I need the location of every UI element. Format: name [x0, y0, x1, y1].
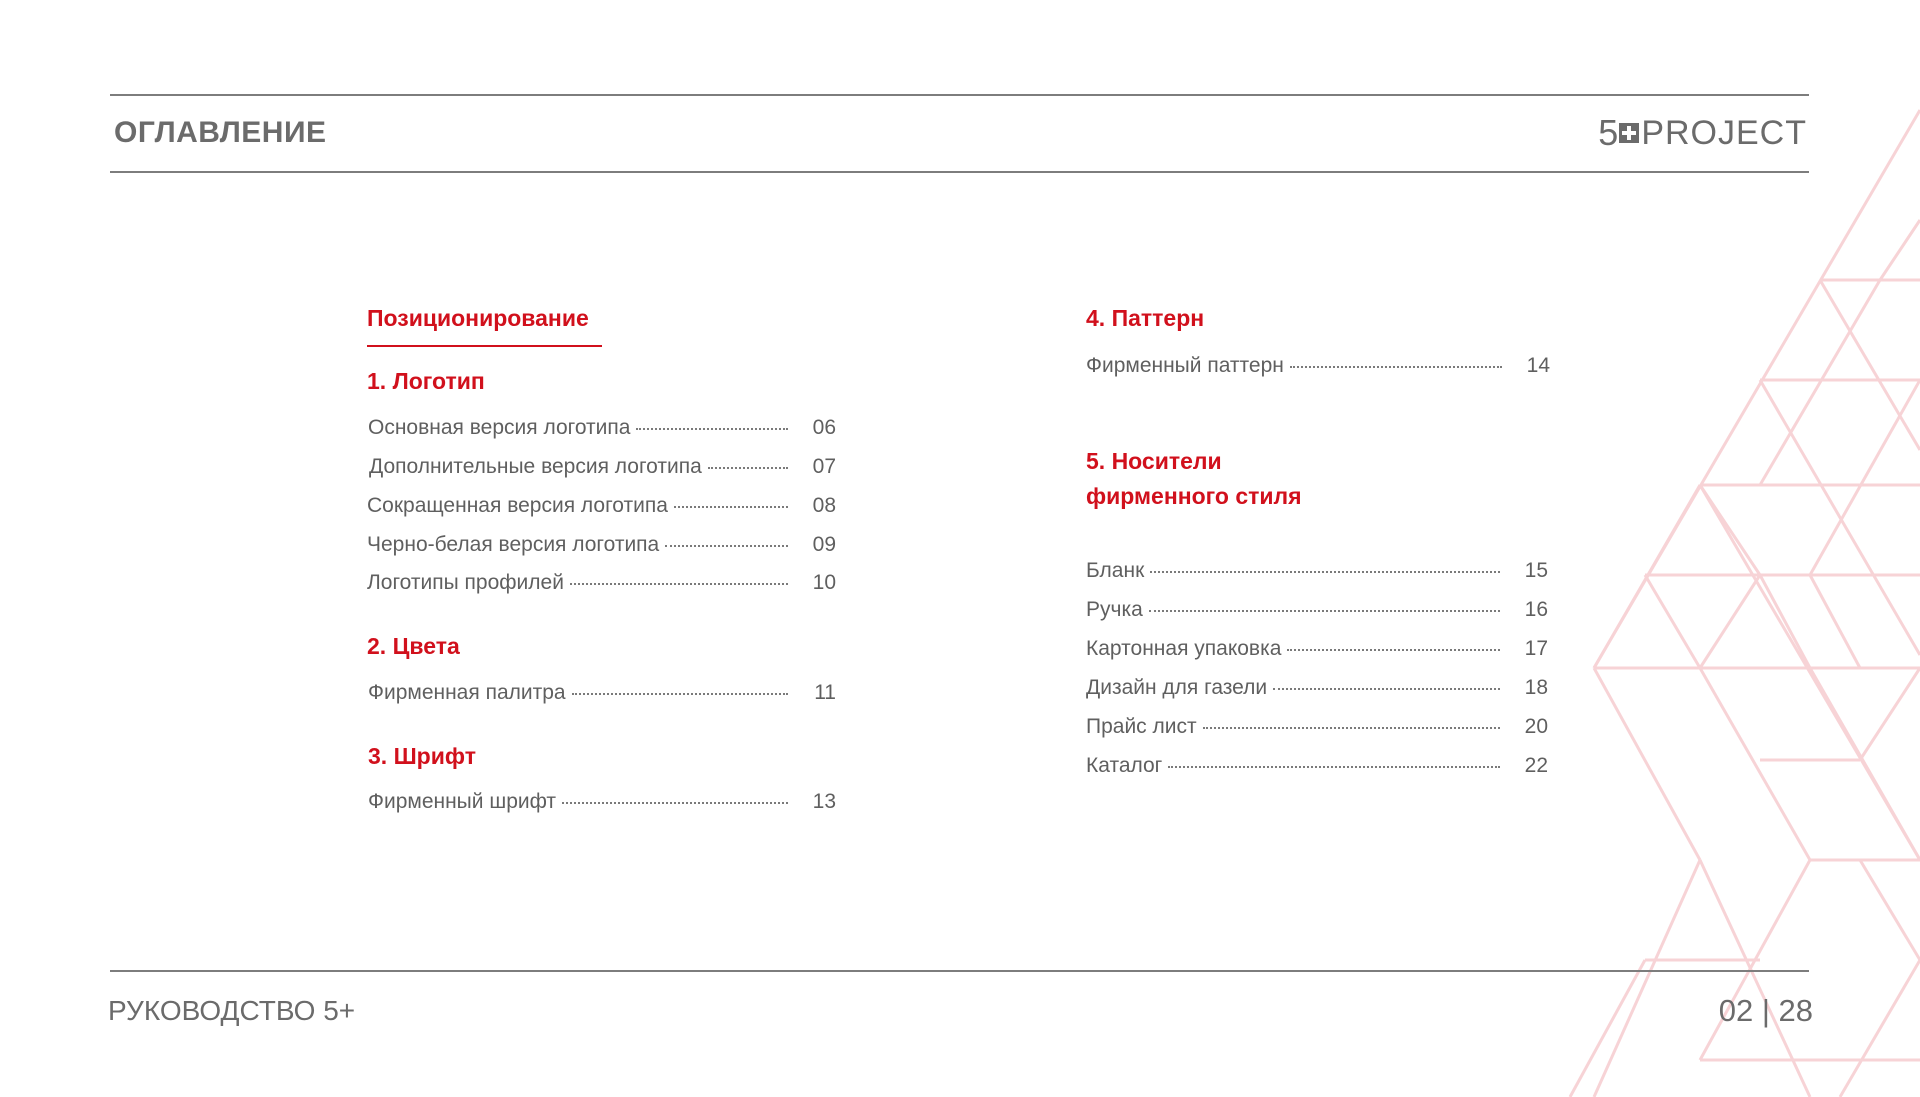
toc-item-label: Фирменный шрифт [368, 790, 557, 813]
toc-item-label: Логотипы профилей [367, 571, 564, 594]
page-title: ОГЛАВЛЕНИЕ [114, 116, 327, 149]
footer-rule [110, 970, 1809, 972]
dot-leader [1273, 688, 1500, 690]
toc-item-label: Фирменная палитра [368, 681, 566, 704]
toc-item-label: Дополнительные версия логотипа [369, 455, 702, 478]
toc-item-logo-main[interactable] [368, 416, 836, 440]
toc-item-pattern[interactable] [1086, 354, 1550, 378]
toc-item-letterhead[interactable] [1086, 559, 1548, 583]
toc-page-number: 06 [812, 416, 836, 439]
toc-item-logo-short[interactable] [367, 494, 836, 518]
toc-page-number: 08 [812, 494, 836, 517]
dot-leader [570, 583, 788, 585]
toc-page-number: 22 [1524, 754, 1548, 777]
dot-leader [562, 802, 788, 804]
dot-leader [1168, 766, 1500, 768]
toc-page-number: 18 [1524, 676, 1548, 699]
plus-icon [1619, 123, 1639, 143]
brand-logo [1598, 113, 1807, 153]
toc-item-logo-profiles[interactable] [367, 571, 836, 595]
toc-item-label: Черно-белая версия логотипа [367, 533, 660, 556]
toc-item-packaging[interactable] [1086, 637, 1548, 661]
section-media-title[interactable] [1086, 444, 1302, 514]
dot-leader [1203, 727, 1500, 729]
toc-item-label: Фирменный паттерн [1086, 354, 1284, 377]
header-bottom-rule [110, 171, 1809, 173]
dot-leader [1149, 610, 1500, 612]
toc-item-logo-additional[interactable] [369, 455, 836, 479]
toc-item-label: Бланк [1086, 559, 1145, 582]
dot-leader [636, 428, 788, 430]
section-pattern-title[interactable]: 4. Паттерн [1086, 305, 1205, 331]
dot-leader [708, 467, 788, 469]
dot-leader [1150, 571, 1500, 573]
toc-page-number: 10 [812, 571, 836, 594]
toc-item-label: Сокращенная версия логотипа [367, 494, 668, 517]
toc-item-logo-bw[interactable] [367, 533, 836, 557]
logo-word: PROJECT [1641, 114, 1807, 152]
toc-page-number: 15 [1524, 559, 1548, 582]
footer-guide-title: РУКОВОДСТВО 5+ [108, 995, 356, 1026]
toc-item-label: Дизайн для газели [1086, 676, 1268, 699]
toc-item-label: Картонная упаковка [1086, 637, 1282, 660]
toc-item-pen[interactable] [1086, 598, 1548, 622]
toc-item-palette[interactable] [368, 681, 836, 705]
toc-page-number: 09 [812, 533, 836, 556]
toc-item-label: Каталог [1086, 754, 1163, 777]
section-positioning-link[interactable]: Позиционирование [367, 305, 589, 331]
dot-leader [1290, 366, 1502, 368]
header-top-rule [110, 94, 1809, 96]
dot-leader [674, 506, 788, 508]
section-font-title[interactable]: 3. Шрифт [368, 743, 476, 769]
toc-page-number: 17 [1524, 637, 1548, 660]
toc-page-number: 07 [812, 455, 836, 478]
dot-leader [572, 693, 788, 695]
toc-page-number: 16 [1524, 598, 1548, 621]
section-media-title-line1: 5. Носители [1086, 448, 1222, 474]
dot-leader [1287, 649, 1500, 651]
toc-page-number: 20 [1524, 715, 1548, 738]
section-colors-title[interactable]: 2. Цвета [367, 633, 460, 659]
toc-item-catalog[interactable] [1086, 754, 1548, 778]
toc-item-font[interactable] [368, 790, 836, 814]
logo-five: 5 [1598, 112, 1619, 153]
toc-page-number: 14 [1526, 354, 1550, 377]
toc-item-pricelist[interactable] [1086, 715, 1548, 739]
section-logo-title[interactable]: 1. Логотип [367, 368, 485, 394]
toc-page-number: 11 [814, 681, 836, 704]
toc-item-label: Ручка [1086, 598, 1143, 621]
dot-leader [665, 545, 788, 547]
page-counter: 02 | 28 [1718, 993, 1813, 1028]
toc-item-label: Прайс лист [1086, 715, 1197, 738]
positioning-underline [367, 345, 602, 347]
toc-item-label: Основная версия логотипа [368, 416, 631, 439]
section-media-title-line2: фирменного стиля [1086, 483, 1302, 509]
toc-page-number: 13 [812, 790, 836, 813]
toc-item-gazelle[interactable] [1086, 676, 1548, 700]
